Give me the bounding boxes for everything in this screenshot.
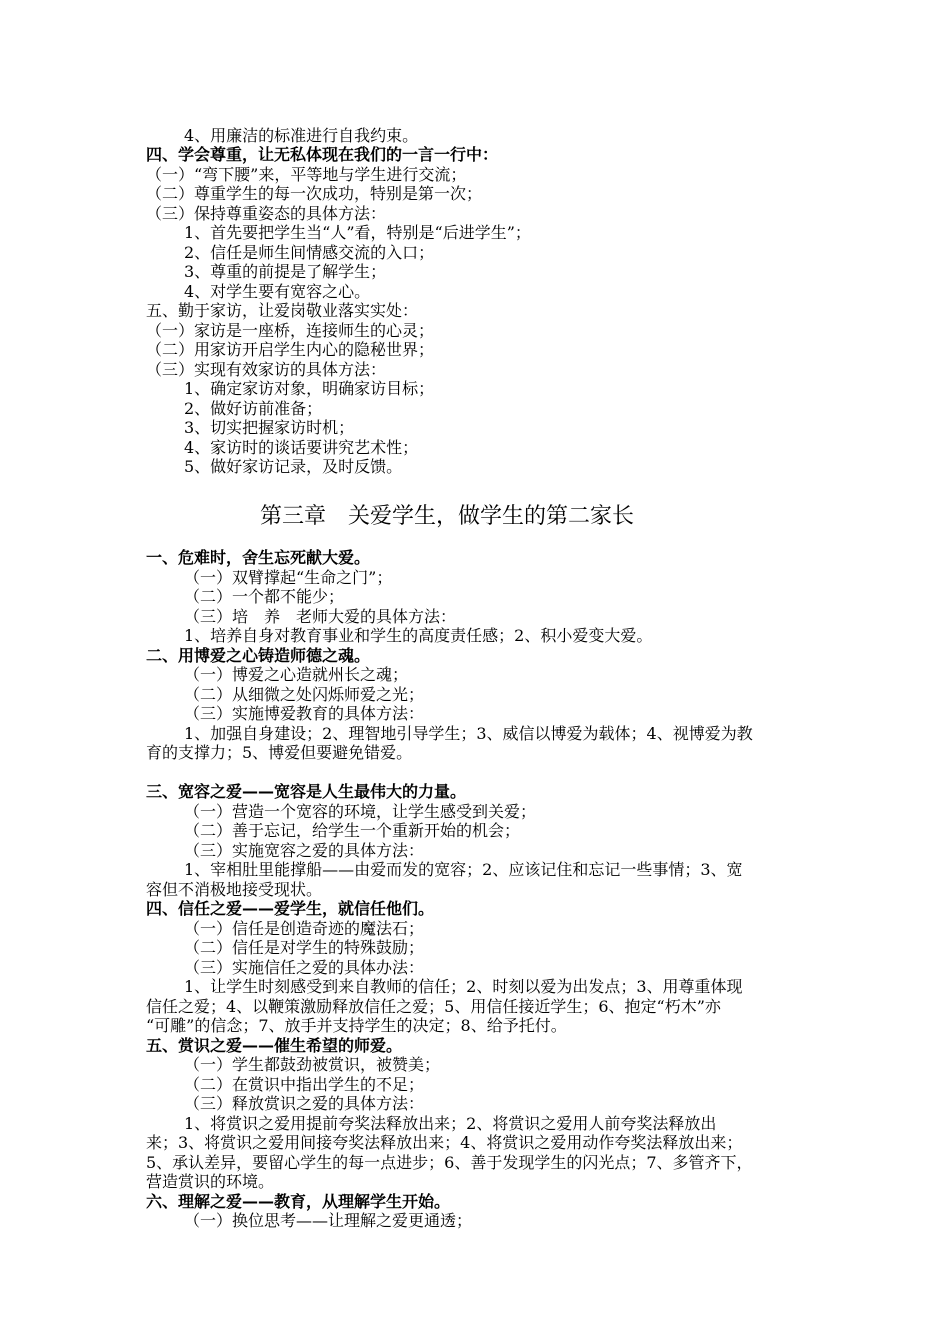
- text-line: 信任之爱；4、以鞭策激励释放信任之爱；5、用信任接近学生；6、抱定“朽木”亦: [146, 997, 721, 1016]
- text-line: 5、承认差异，要留心学生的每一点进步；6、善于发现学生的闪光点；7、多管齐下，: [146, 1153, 753, 1172]
- text-line: “可雕”的信念；7、放手并支持学生的决定；8、给予托付。: [146, 1016, 567, 1035]
- text-line: （三）实施宽容之爱的具体方法：: [184, 841, 425, 860]
- text-line: （一）信任是创造奇迹的魔法石；: [184, 919, 425, 938]
- text-line: 4、对学生要有宽容之心。: [184, 282, 371, 301]
- text-line: （一）“弯下腰”来，平等地与学生进行交流；: [146, 165, 467, 184]
- text-line: （一）学生都鼓劲被赏识，被赞美；: [184, 1055, 441, 1074]
- text-line: （二）尊重学生的每一次成功，特别是第一次；: [146, 184, 483, 203]
- text-line: 育的支撑力；5、博爱但要避免错爱。: [146, 743, 413, 762]
- text-line: 来；3、将赏识之爱用间接夸奖法释放出来；4、将赏识之爱用动作夸奖法释放出来；: [146, 1133, 743, 1152]
- section-heading: 二、用博爱之心铸造师德之魂。: [146, 646, 371, 665]
- text-line: 营造赏识的环境。: [146, 1172, 275, 1191]
- text-line: 1、确定家访对象，明确家访目标；: [184, 379, 435, 398]
- text-line: （三）保持尊重姿态的具体方法：: [146, 204, 387, 223]
- text-line: 4、用廉洁的标准进行自我约束。: [184, 126, 419, 145]
- section-heading: 四、学会尊重，让无私体现在我们的一言一行中：: [146, 145, 499, 164]
- text-line: （二）一个都不能少；: [184, 587, 345, 606]
- text-line: （二）信任是对学生的特殊鼓励；: [184, 938, 425, 957]
- text-line: （一）营造一个宽容的环境，让学生感受到关爱；: [184, 802, 537, 821]
- section-heading: 三、宽容之爱——宽容是人生最伟大的力量。: [146, 782, 467, 801]
- text-line: 1、让学生时刻感受到来自教师的信任；2、时刻以爱为出发点；3、用尊重体现: [184, 977, 743, 996]
- section-heading: 四、信任之爱——爱学生，就信任他们。: [146, 899, 435, 918]
- text-line: 1、将赏识之爱用提前夸奖法释放出来；2、将赏识之爱用人前夸奖法释放出: [184, 1114, 717, 1133]
- text-line: 1、宰相肚里能撑船——由爱而发的宽容；2、应该记住和忘记一些事情；3、宽: [184, 860, 743, 879]
- text-line: 2、做好访前准备；: [184, 399, 323, 418]
- text-line: （三）释放赏识之爱的具体方法：: [184, 1094, 425, 1113]
- section-heading: 五、赏识之爱——催生希望的师爱。: [146, 1036, 403, 1055]
- section-heading: 六、理解之爱——教育，从理解学生开始。: [146, 1192, 451, 1211]
- text-line: 3、切实把握家访时机；: [184, 418, 355, 437]
- text-line: （一）换位思考——让理解之爱更通透；: [184, 1211, 473, 1230]
- text-line: （三）培 养 老师大爱的具体方法：: [184, 607, 457, 626]
- text-line: 1、加强自身建设；2、理智地引导学生；3、威信以博爱为载体；4、视博爱为教: [184, 724, 753, 743]
- text-line: 1、培养自身对教育事业和学生的高度责任感；2、积小爱变大爱。: [184, 626, 653, 645]
- text-line: 5、做好家访记录，及时反馈。: [184, 457, 403, 476]
- text-line: （一）博爱之心造就州长之魂；: [184, 665, 409, 684]
- text-line: 1、首先要把学生当“人”看，特别是“后进学生”；: [184, 223, 531, 242]
- text-line: （一）家访是一座桥，连接师生的心灵；: [146, 321, 435, 340]
- section-heading: 一、危难时，舍生忘死献大爱。: [146, 548, 371, 567]
- chapter-title: 第三章 关爱学生，做学生的第二家长: [260, 504, 635, 529]
- text-line: 容但不消极地接受现状。: [146, 880, 323, 899]
- text-line: 3、尊重的前提是了解学生；: [184, 262, 387, 281]
- text-line: （二）在赏识中指出学生的不足；: [184, 1075, 425, 1094]
- text-line: 4、家访时的谈话要讲究艺术性；: [184, 438, 419, 457]
- text-line: （二）从细微之处闪烁师爱之光；: [184, 685, 425, 704]
- text-line: （三）实施信任之爱的具体办法：: [184, 958, 425, 977]
- text-line: （二）善于忘记，给学生一个重新开始的机会；: [184, 821, 521, 840]
- text-line: （一）双臂撑起“生命之门”；: [184, 568, 393, 587]
- section-heading: 五、勤于家访，让爱岗敬业落实实处：: [146, 301, 419, 320]
- text-line: （二）用家访开启学生内心的隐秘世界；: [146, 340, 435, 359]
- text-line: （三）实现有效家访的具体方法：: [146, 360, 387, 379]
- text-line: （三）实施博爱教育的具体方法：: [184, 704, 425, 723]
- text-line: 2、信任是师生间情感交流的入口；: [184, 243, 435, 262]
